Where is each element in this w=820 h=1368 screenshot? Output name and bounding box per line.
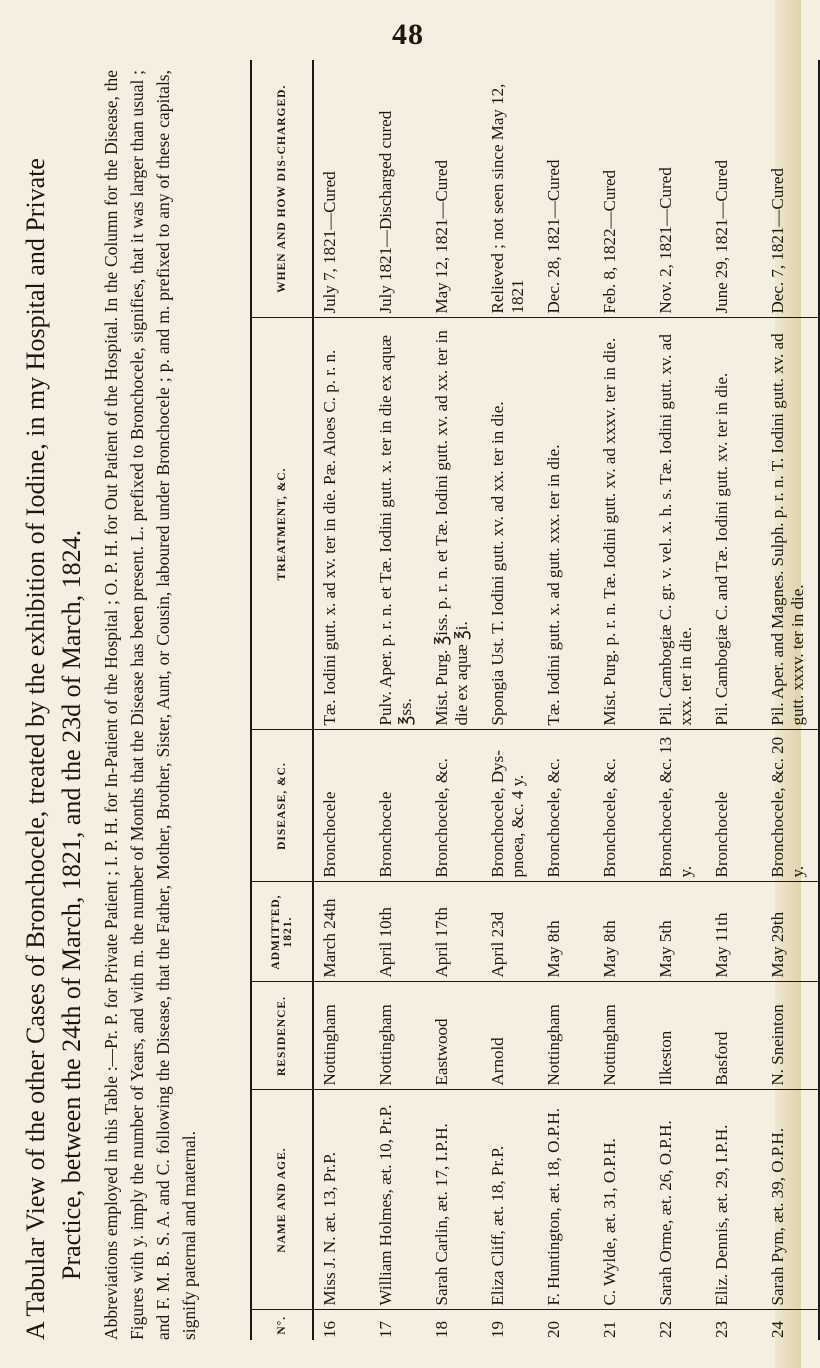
cell-admitted: May 8th	[594, 882, 650, 982]
table-row	[482, 60, 538, 1340]
cell-admitted: May 29th	[762, 882, 819, 982]
page-number: 48	[392, 18, 424, 51]
cell-discharged: Feb. 8, 1822—Cured	[600, 169, 619, 314]
cell-name: Sarah Pym, æt. 39, O.P.H.	[762, 1090, 819, 1310]
table-row	[426, 60, 482, 1340]
cell-no: 18	[426, 1310, 482, 1340]
cell-treatment: Pil. Aper. and Magnes. Sulph. p. r. n. T. Iodini gutt. xv. ad gutt. xxxv. ter in die.	[762, 318, 819, 730]
cell-disease: Bronchocele	[313, 730, 370, 882]
cell-treatment: Mist. Purg. p. r. n. Tæ. Iodini gutt. xv. ad xxxv. ter in die.	[594, 318, 650, 730]
cell-disease: Bronchocele, &c.	[426, 730, 482, 882]
cell-discharged: June 29, 1821—Cured	[712, 160, 731, 314]
table-row	[370, 60, 426, 1340]
cell-treatment: Pil. Cambogiæ C. and Tæ. Iodini gutt. xv. ter in die.	[706, 318, 762, 730]
cell-residence: Nottingham	[538, 982, 594, 1090]
cell-no: 23	[706, 1310, 762, 1340]
header-treatment: TREATMENT, &C.	[251, 318, 313, 730]
table-row	[762, 60, 819, 1340]
cell-name: Sarah Orme, æt. 26, O.P.H.	[650, 1090, 706, 1310]
cell-admitted: March 24th	[313, 882, 370, 982]
cell-name: C. Wylde, æt. 31, O.P.H.	[594, 1090, 650, 1310]
cell-residence: Nottingham	[313, 982, 370, 1090]
cell-no: 16	[313, 1310, 370, 1340]
cell-discharged: Relieved ; not seen since May 12, 1821	[488, 83, 527, 314]
cell-treatment: Tæ. Iodini gutt. x. ad xv. ter in die. Pæ. Aloes C. p. r. n.	[313, 318, 370, 730]
cell-no: 22	[650, 1310, 706, 1340]
table-row	[594, 60, 650, 1340]
cell-treatment: Pil. Cambogiæ C. gr. v. vel. x. h. s. Tæ. Iodini gutt. xv. ad xxx. ter in die.	[650, 318, 706, 730]
cases-table	[250, 60, 820, 1340]
cell-no: 21	[594, 1310, 650, 1340]
cell-disease: Bronchocele	[370, 730, 426, 882]
cell-disease: Bronchocele, &c.	[538, 730, 594, 882]
cell-no: 17	[370, 1310, 426, 1340]
abbreviations-paragraph: Abbreviations employed in this Table :—Pr. P. for Private Patient ; I. P. H. for In-Patient of the Hospital ; O. P. H. for Out Patient of the Hospital. In the Column for the Disease, the Figures with y. imply the number of Years, and with m. the number of Months that the Disease has been present. L. prefixed to Bronchocele, signifies, that it was larger than usual ; and F. M. B. S. A. and C. following the Disease, that the Father, Mother, Brother, Sister, Aunt, or Cousin, laboured under Bronchocele ; p. and m. prefixed to any of these capitals, signify paternal and maternal.	[101, 70, 199, 1340]
title-line-1: A Tabular View of the other Cases of Bronchocele, treated by the exhibition of Iodine, in my Hospital and Private	[21, 158, 50, 1340]
cell-admitted: April 17th	[426, 882, 482, 982]
cell-admitted: May 11th	[706, 882, 762, 982]
cell-admitted: April 23d	[482, 882, 538, 982]
cell-no: 19	[482, 1310, 538, 1340]
cell-name: Eliza Cliff, æt. 18, Pr.P.	[482, 1090, 538, 1310]
header-disease: DISEASE, &C.	[251, 730, 313, 882]
cell-discharged: Dec. 28, 1821—Cured	[544, 159, 563, 314]
cell-residence: N. Sneinton	[762, 982, 819, 1090]
cell-name: Eliz. Dennis, æt. 29, I.P.H.	[706, 1090, 762, 1310]
cell-residence: Nottingham	[594, 982, 650, 1090]
header-no: N°.	[251, 1310, 313, 1340]
header-name-and-age: NAME AND AGE.	[251, 1090, 313, 1310]
cell-disease: Bronchocele, &c.	[594, 730, 650, 882]
cell-name: Sarah Carlin, æt. 17, I.P.H.	[426, 1090, 482, 1310]
cell-treatment: Pulv. Aper. p. r. n. et Tæ. Iodini gutt. x. ter in die ex aquæ ℥ss.	[370, 318, 426, 730]
cell-discharged: July 1821—Discharged cured	[376, 110, 395, 314]
cell-residence: Eastwood	[426, 982, 482, 1090]
cell-treatment: Mist. Purg. ℥iss. p. r. n. et Tæ. Iodini gutt. xv. ad xx. ter in die ex aquæ ℥i.	[426, 318, 482, 730]
cell-admitted: April 10th	[370, 882, 426, 982]
cell-name: Miss J. N. æt. 13, Pr.P.	[313, 1090, 370, 1310]
table-row	[538, 60, 594, 1340]
cell-discharged: Nov. 2, 1821—Cured	[656, 167, 675, 314]
header-residence: RESIDENCE.	[251, 982, 313, 1090]
cell-disease: Bronchocele, &c. 20 y.	[762, 730, 819, 882]
title-block	[18, 60, 90, 1340]
cell-admitted: May 5th	[650, 882, 706, 982]
cell-residence: Arnold	[482, 982, 538, 1090]
cell-treatment: Tæ. Iodini gutt. x. ad gutt. xxx. ter in die.	[538, 318, 594, 730]
cell-no: 20	[538, 1310, 594, 1340]
table-header-row	[251, 60, 313, 1340]
cell-no: 24	[762, 1310, 819, 1340]
cell-treatment: Spongia Ust. T. Iodini gutt. xv. ad xx. ter in die.	[482, 318, 538, 730]
header-admitted: ADMITTED, 1821.	[251, 882, 313, 982]
header-discharged: WHEN AND HOW DIS-CHARGED.	[251, 60, 313, 318]
cell-residence: Basford	[706, 982, 762, 1090]
table-row	[706, 60, 762, 1340]
cell-name: F. Huntington, æt. 18, O.P.H.	[538, 1090, 594, 1310]
cell-disease: Bronchocele	[706, 730, 762, 882]
cell-residence: Nottingham	[370, 982, 426, 1090]
table-row	[313, 60, 370, 1340]
cell-admitted: May 8th	[538, 882, 594, 982]
cell-discharged: May 12, 1821—Cured	[432, 160, 451, 314]
table-row	[650, 60, 706, 1340]
rotated-page-content	[18, 60, 807, 1340]
cell-discharged: July 7, 1821—Cured	[320, 171, 339, 314]
cell-disease: Bronchocele, &c. 13 y.	[650, 730, 706, 882]
cell-name: William Holmes, æt. 10, Pr.P.	[370, 1090, 426, 1310]
cell-discharged: Dec. 7, 1821—Cured	[762, 60, 819, 318]
title-line-2: Practice, between the 24th of March, 1821, and the 23d of March, 1824.	[57, 529, 86, 1280]
cell-disease: Bronchocele, Dys-pnoea, &c. 4 y.	[482, 730, 538, 882]
cell-residence: Ilkeston	[650, 982, 706, 1090]
